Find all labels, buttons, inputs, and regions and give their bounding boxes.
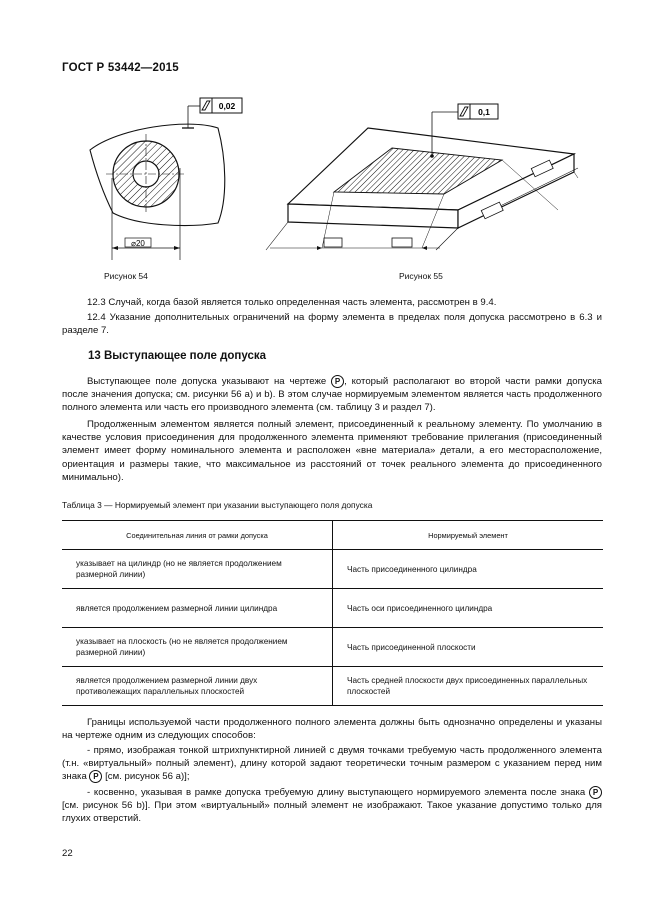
paragraph-section13-2: Продолженным элементом является полный элемент, присоединенный к реальному элементу. По умолчанию в качестве условия присоединения для продолженного элемента применяют требование прилегания (присоединенный элемент имеет форму номинального элемента и расположен «вне материала» детали, а его месторасположение, ориентация и размеры такие, что максимальное из расстояний от точек реального элемента до присоединенного минимально). — [62, 419, 602, 483]
table-cell: указывает на плоскость (но не является продолжением размерной линии) — [62, 628, 333, 667]
bullet-direct: - прямо, изображая тонкой штрихпунктирной линией с двумя точками требуемую часть продолженного элемента (т.н. «виртуальный» полный элемент), длину которой задают теоретически точным размером с указанием перед ним знака P [см. рисунок 56 a)]; — [62, 745, 602, 783]
figure-54 — [78, 88, 248, 268]
table3-header-element: Нормируемый элемент — [333, 521, 604, 550]
fig54-tolerance: 0,02 — [218, 101, 236, 111]
table-row — [62, 550, 603, 589]
fig55-caption: Рисунок 55 — [399, 271, 443, 281]
table-3 — [62, 520, 603, 706]
table3-header-link: Соединительная линия от рамки допуска — [62, 521, 333, 550]
table-row — [62, 628, 603, 667]
section-13-title: 13 Выступающее поле допуска — [88, 350, 267, 362]
table-cell: Часть присоединенного цилиндра — [333, 550, 604, 589]
table-cell: Часть средней плоскости двух присоединенных параллельных плоскостей — [333, 667, 604, 706]
fig54-dimension: ⌀20 — [131, 239, 145, 248]
projected-tolerance-symbol: P — [589, 786, 602, 799]
bullet-indirect: - косвенно, указывая в рамке допуска требуемую длину выступающего нормируемого элемента после знака P [см. рисунок 56 b)]. При этом «виртуальный» полный элемент не изображают. Такое указание допустимо только для глухих отверстий. — [62, 787, 602, 825]
paragraph-boundaries: Границы используемой части продолженного полного элемента должны быть однозначно определены и указаны на чертеже одним из следующих способов: — [62, 717, 602, 742]
table-cell: Часть присоединенной плоскости — [333, 628, 604, 667]
projected-tolerance-symbol: P — [89, 770, 102, 783]
document-header: ГОСТ Р 53442—2015 — [62, 62, 179, 74]
table-cell: Часть оси присоединенного цилиндра — [333, 589, 604, 628]
table-cell: является продолжением размерной линии двух противолежащих параллельных плоскостей — [62, 667, 333, 706]
fig55-tolerance: 0,1 — [478, 107, 490, 117]
paragraph-12-3: 12.3 Случай, когда базой является только определенная часть элемента, рассмотрен в 9.4. — [87, 297, 497, 308]
table-row — [62, 589, 603, 628]
table3-caption: Таблица 3 — Нормируемый элемент при указании выступающего поля допуска — [62, 500, 373, 510]
projected-tolerance-symbol: P — [331, 375, 344, 388]
figure-55 — [262, 98, 580, 263]
table-cell: является продолжением размерной линии цилиндра — [62, 589, 333, 628]
paragraph-12-4: 12.4 Указание дополнительных ограничений на форму элемента в пределах поля допуска рассмотрено в 6.3 и разделе 7. — [62, 312, 602, 337]
fig54-caption: Рисунок 54 — [104, 271, 148, 281]
table-row — [62, 667, 603, 706]
paragraph-section13-1: Выступающее поле допуска указывают на чертеже P , который располагают во второй части рамки допуска после значения допуска; см. рисунки 56 a) и b). В этом случае нормируемым элементом является часть продолженного полного элемента или часть его производного элемента (см. таблицу 3 и раздел 7). — [62, 376, 602, 414]
page-number: 22 — [62, 848, 73, 859]
table-cell: указывает на цилиндр (но не является продолжением размерной линии) — [62, 550, 333, 589]
